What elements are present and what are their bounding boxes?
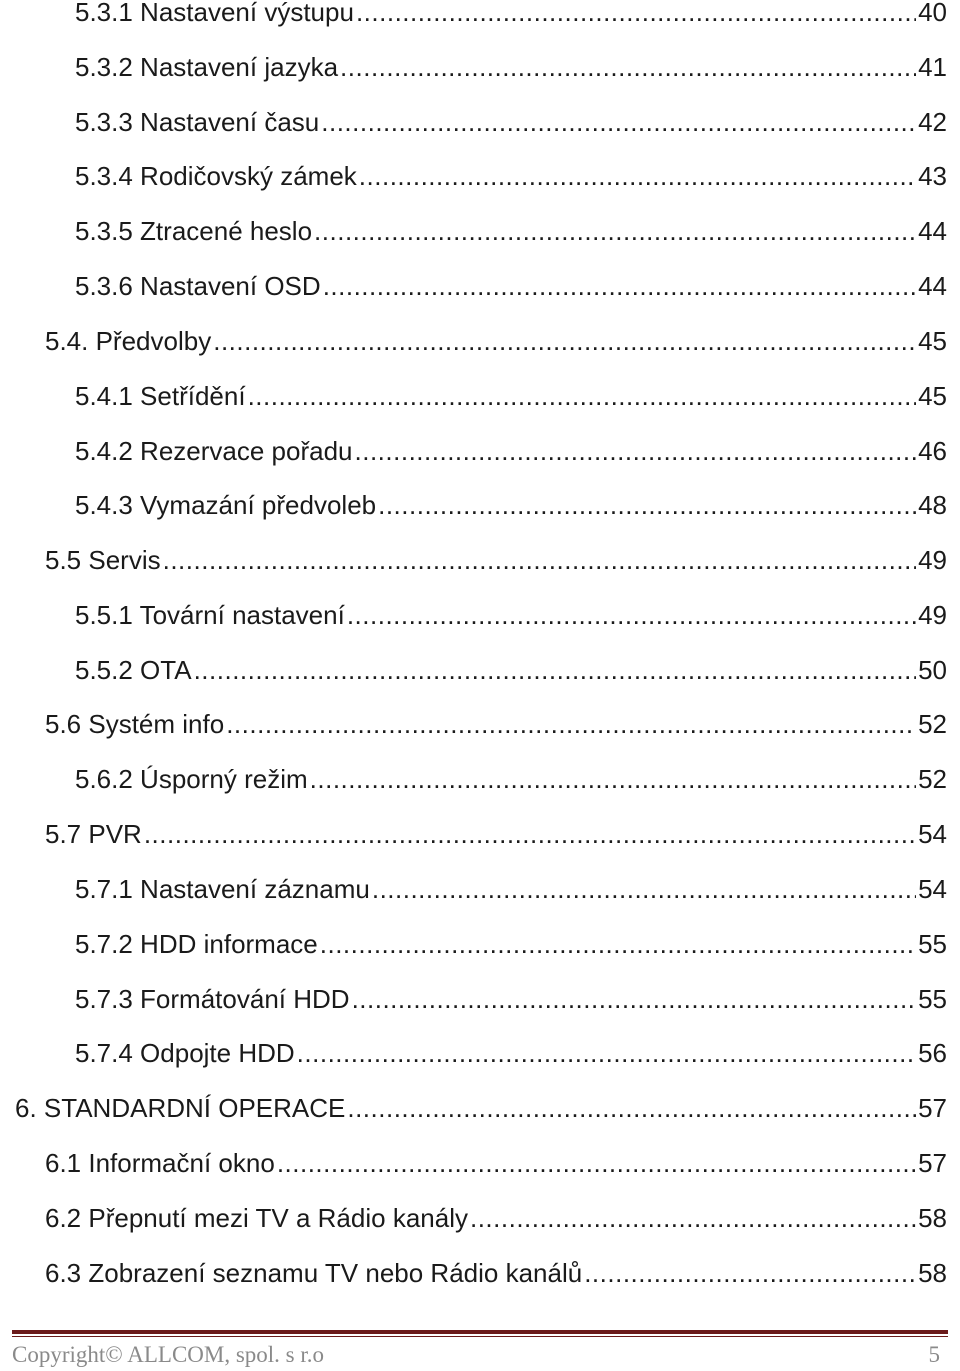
toc-entry-label: 5.5.1 Tovární nastavení — [75, 600, 345, 630]
toc-entry-page: 45 — [918, 326, 947, 356]
toc-entry[interactable] — [0, 266, 947, 306]
toc-entry-page: 48 — [918, 490, 947, 520]
toc-entry-label: 5.7.4 Odpojte HDD — [75, 1038, 295, 1068]
toc-leader-dots — [378, 485, 916, 525]
toc-leader-dots — [347, 1088, 916, 1128]
toc-entry-page: 43 — [918, 161, 947, 191]
toc-entry[interactable] — [0, 924, 947, 964]
toc-entry-label: 5.7.1 Nastavení záznamu — [75, 874, 370, 904]
toc-leader-dots — [310, 759, 916, 799]
toc-leader-dots — [323, 266, 916, 306]
toc-leader-dots — [340, 47, 916, 87]
toc-leader-dots — [144, 814, 916, 854]
toc-entry-page: 57 — [918, 1148, 947, 1178]
toc-leader-dots — [297, 1033, 916, 1073]
toc-leader-dots — [226, 704, 916, 744]
toc-leader-dots — [359, 156, 916, 196]
toc-entry[interactable] — [0, 1198, 947, 1238]
toc-entry-page: 50 — [918, 655, 947, 685]
toc-entry[interactable] — [0, 0, 947, 32]
toc-entry-label: 5.4.2 Rezervace pořadu — [75, 436, 353, 466]
toc-entry[interactable] — [0, 321, 947, 361]
toc-entry-page: 46 — [918, 436, 947, 466]
toc-entry[interactable] — [0, 1088, 947, 1128]
toc-entry-label: 5.7.3 Formátování HDD — [75, 984, 350, 1014]
toc-entry-label: 5.4.3 Vymazání předvoleb — [75, 490, 377, 520]
toc-entry[interactable] — [0, 156, 947, 196]
toc-entry[interactable] — [0, 1253, 947, 1293]
footer-divider — [12, 1330, 948, 1334]
toc-entry[interactable] — [0, 869, 947, 909]
toc-entry-page: 56 — [918, 1038, 947, 1068]
toc-leader-dots — [194, 650, 917, 690]
toc-entry-page: 54 — [918, 819, 947, 849]
toc-entry-page: 41 — [918, 52, 947, 82]
toc-leader-dots — [321, 102, 916, 142]
toc-entry-page: 58 — [918, 1203, 947, 1233]
toc-entry-label: 6.3 Zobrazení seznamu TV nebo Rádio kanálů — [45, 1258, 583, 1288]
toc-entry-page: 44 — [918, 271, 947, 301]
toc-leader-dots — [356, 0, 916, 32]
toc-entry-page: 49 — [918, 600, 947, 630]
toc-entry-label: 6.1 Informační okno — [45, 1148, 275, 1178]
toc-entry-label: 5.5 Servis — [45, 545, 161, 575]
toc-entry-page: 45 — [918, 381, 947, 411]
page-number: 5 — [928, 1342, 940, 1367]
toc-entry-label: 5.3.3 Nastavení času — [75, 107, 320, 137]
toc-leader-dots — [248, 376, 917, 416]
toc-entry-page: 52 — [918, 764, 947, 794]
toc-leader-dots — [314, 211, 916, 251]
toc-entry-page: 40 — [918, 0, 947, 27]
toc-entry-label: 5.3.2 Nastavení jazyka — [75, 52, 339, 82]
toc-entry-label: 5.3.1 Nastavení výstupu — [75, 0, 354, 27]
toc-entry-page: 55 — [918, 984, 947, 1014]
toc-entry-page: 55 — [918, 929, 947, 959]
toc-entry-label: 5.4.1 Setřídění — [75, 381, 246, 411]
toc-leader-dots — [352, 979, 917, 1019]
toc-entry-page: 57 — [918, 1093, 947, 1123]
toc-entry[interactable] — [0, 650, 947, 690]
toc-entry-label: 5.3.4 Rodičovský zámek — [75, 161, 357, 191]
toc-entry[interactable] — [0, 704, 947, 744]
toc-entry-page: 52 — [918, 709, 947, 739]
toc-entry-page: 58 — [918, 1258, 947, 1288]
toc-leader-dots — [584, 1253, 916, 1293]
toc-entry[interactable] — [0, 979, 947, 1019]
footer-divider-thin — [12, 1336, 948, 1337]
toc-entry-label: 6. STANDARDNÍ OPERACE — [15, 1093, 346, 1123]
toc-entry[interactable] — [0, 540, 947, 580]
toc-entry-label: 5.3.5 Ztracené heslo — [75, 216, 313, 246]
toc-entry-label: 5.3.6 Nastavení OSD — [75, 271, 321, 301]
toc-entry-label: 5.5.2 OTA — [75, 655, 192, 685]
toc-leader-dots — [213, 321, 916, 361]
toc-entry[interactable] — [0, 1143, 947, 1183]
toc-entry[interactable] — [0, 595, 947, 635]
toc-leader-dots — [277, 1143, 916, 1183]
toc-entry[interactable] — [0, 47, 947, 87]
toc-leader-dots — [163, 540, 916, 580]
toc-entry-page: 54 — [918, 874, 947, 904]
copyright-text: Copyright© ALLCOM, spol. s r.o — [12, 1342, 325, 1367]
toc-entry-page: 42 — [918, 107, 947, 137]
toc-entry[interactable] — [0, 759, 947, 799]
toc-entry-label: 6.2 Přepnutí mezi TV a Rádio kanály — [45, 1203, 468, 1233]
toc-entry-label: 5.4. Předvolby — [45, 326, 212, 356]
toc-entry-page: 49 — [918, 545, 947, 575]
toc-leader-dots — [320, 924, 916, 964]
toc-leader-dots — [470, 1198, 916, 1238]
toc-entry-page: 44 — [918, 216, 947, 246]
toc-entry-label: 5.6 Systém info — [45, 709, 225, 739]
toc-entry[interactable] — [0, 211, 947, 251]
toc-entry-label: 5.6.2 Úsporný režim — [75, 764, 308, 794]
toc-entry[interactable] — [0, 814, 947, 854]
toc-leader-dots — [355, 431, 917, 471]
toc-entry[interactable] — [0, 376, 947, 416]
toc-entry[interactable] — [0, 102, 947, 142]
toc-leader-dots — [347, 595, 916, 635]
toc-entry[interactable] — [0, 485, 947, 525]
toc-entry-label: 5.7.2 HDD informace — [75, 929, 318, 959]
page-footer — [12, 1340, 948, 1370]
toc-entry[interactable] — [0, 1033, 947, 1073]
toc-entry[interactable] — [0, 431, 947, 471]
toc-leader-dots — [372, 869, 916, 909]
toc-entry-label: 5.7 PVR — [45, 819, 142, 849]
